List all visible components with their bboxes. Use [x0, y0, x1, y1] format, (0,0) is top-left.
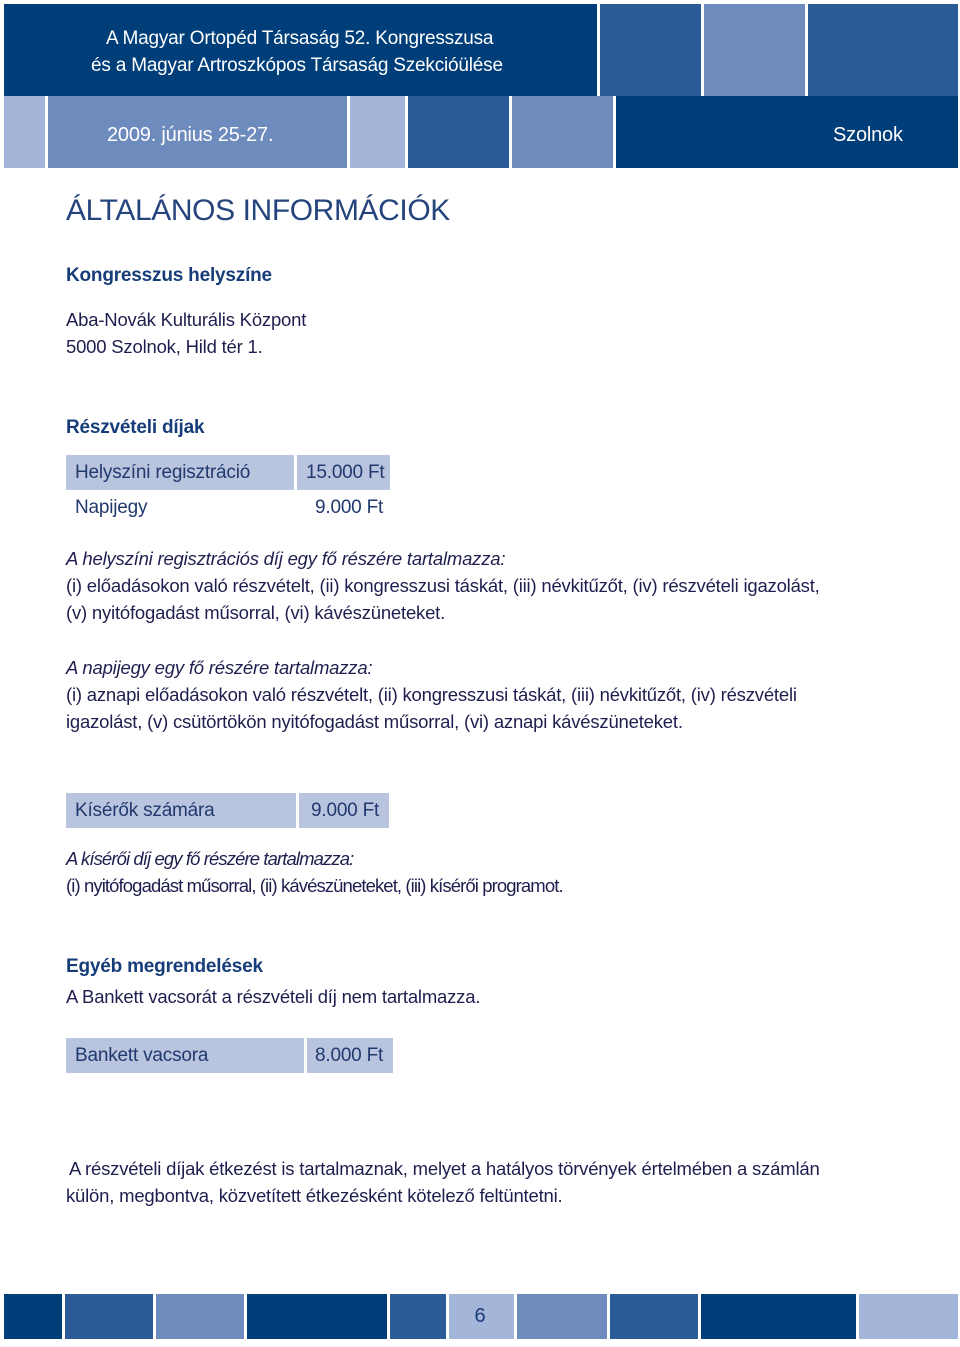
header-block — [350, 96, 405, 168]
header-congress-subtitle: és a Magyar Artroszkópos Társaság Szekcióülése — [91, 55, 503, 76]
companion-fee-value: 9.000 Ft — [311, 800, 380, 821]
footer-block — [390, 1294, 446, 1339]
page-title: ÁLTALÁNOS INFORMÁCIÓK — [66, 194, 450, 227]
fee-onsite-label: Helyszíni regisztráció — [75, 462, 251, 483]
companion-includes-title: A kísérői díj egy fő részére tartalmazza: — [66, 848, 354, 869]
fee-daily-value: 9.000 Ft — [315, 497, 384, 518]
page-number: 6 — [474, 1305, 486, 1327]
meal-footnote-line: külön, megbontva, közvetített étkezésként kötelező feltüntetni. — [66, 1185, 563, 1206]
header-block — [600, 4, 701, 96]
header-city: Szolnok — [833, 124, 903, 146]
daily-includes-line: (i) aznapi előadásokon való részvételt, (ii) kongresszusi táskát, (iii) névkitűzőt, (iv) részvételi — [66, 684, 797, 705]
banquet-fee-label: Bankett vacsora — [75, 1045, 209, 1066]
fee-daily-label: Napijegy — [75, 497, 148, 518]
footer-block — [4, 1294, 62, 1339]
onsite-includes-title: A helyszíni regisztrációs díj egy fő részére tartalmazza: — [66, 548, 506, 569]
header-block — [408, 96, 509, 168]
fee-onsite-value: 15.000 Ft — [306, 462, 385, 483]
other-orders-heading: Egyéb megrendelések — [66, 956, 263, 977]
footer-block — [859, 1294, 958, 1339]
footer-block — [701, 1294, 856, 1339]
venue-heading: Kongresszus helyszíne — [66, 265, 272, 286]
daily-includes-title: A napijegy egy fő részére tartalmazza: — [66, 657, 373, 678]
header-congress-title: A Magyar Ortopéd Társaság 52. Kongresszusa — [106, 28, 494, 49]
footer-block — [65, 1294, 153, 1339]
footer-block — [156, 1294, 244, 1339]
footer-block — [517, 1294, 607, 1339]
header-block — [808, 4, 958, 96]
onsite-includes-line: (v) nyitófogadást műsorral, (vi) kávészüneteket. — [66, 602, 446, 623]
fees-heading: Részvételi díjak — [66, 417, 205, 438]
header-date: 2009. június 25-27. — [107, 124, 274, 146]
venue-address: 5000 Szolnok, Hild tér 1. — [66, 336, 263, 357]
header-block — [4, 4, 597, 96]
footer-block — [247, 1294, 387, 1339]
banquet-note: A Bankett vacsorát a részvételi díj nem tartalmazza. — [66, 986, 481, 1007]
header-block — [616, 96, 958, 168]
meal-footnote-line: A részvételi díjak étkezést is tartalmaznak, melyet a hatályos törvények értelmében a számlán — [69, 1158, 820, 1179]
onsite-includes-line: (i) előadásokon való részvételt, (ii) kongresszusi táskát, (iii) névkitűzőt, (iv) részvételi igazolást, — [66, 575, 820, 596]
companion-includes-line: (i) nyitófogadást műsorral, (ii) kávészüneteket, (iii) kísérői programot. — [66, 875, 563, 896]
header-block — [4, 96, 45, 168]
daily-includes-line: igazolást, (v) csütörtökön nyitófogadást műsorral, (vi) aznapi kávészüneteket. — [66, 711, 683, 732]
footer-block — [610, 1294, 698, 1339]
header-block — [704, 4, 805, 96]
venue-name: Aba-Novák Kulturális Központ — [66, 309, 307, 330]
banquet-fee-value: 8.000 Ft — [315, 1045, 384, 1066]
companion-fee-label: Kísérők számára — [75, 800, 215, 821]
header-block — [512, 96, 613, 168]
